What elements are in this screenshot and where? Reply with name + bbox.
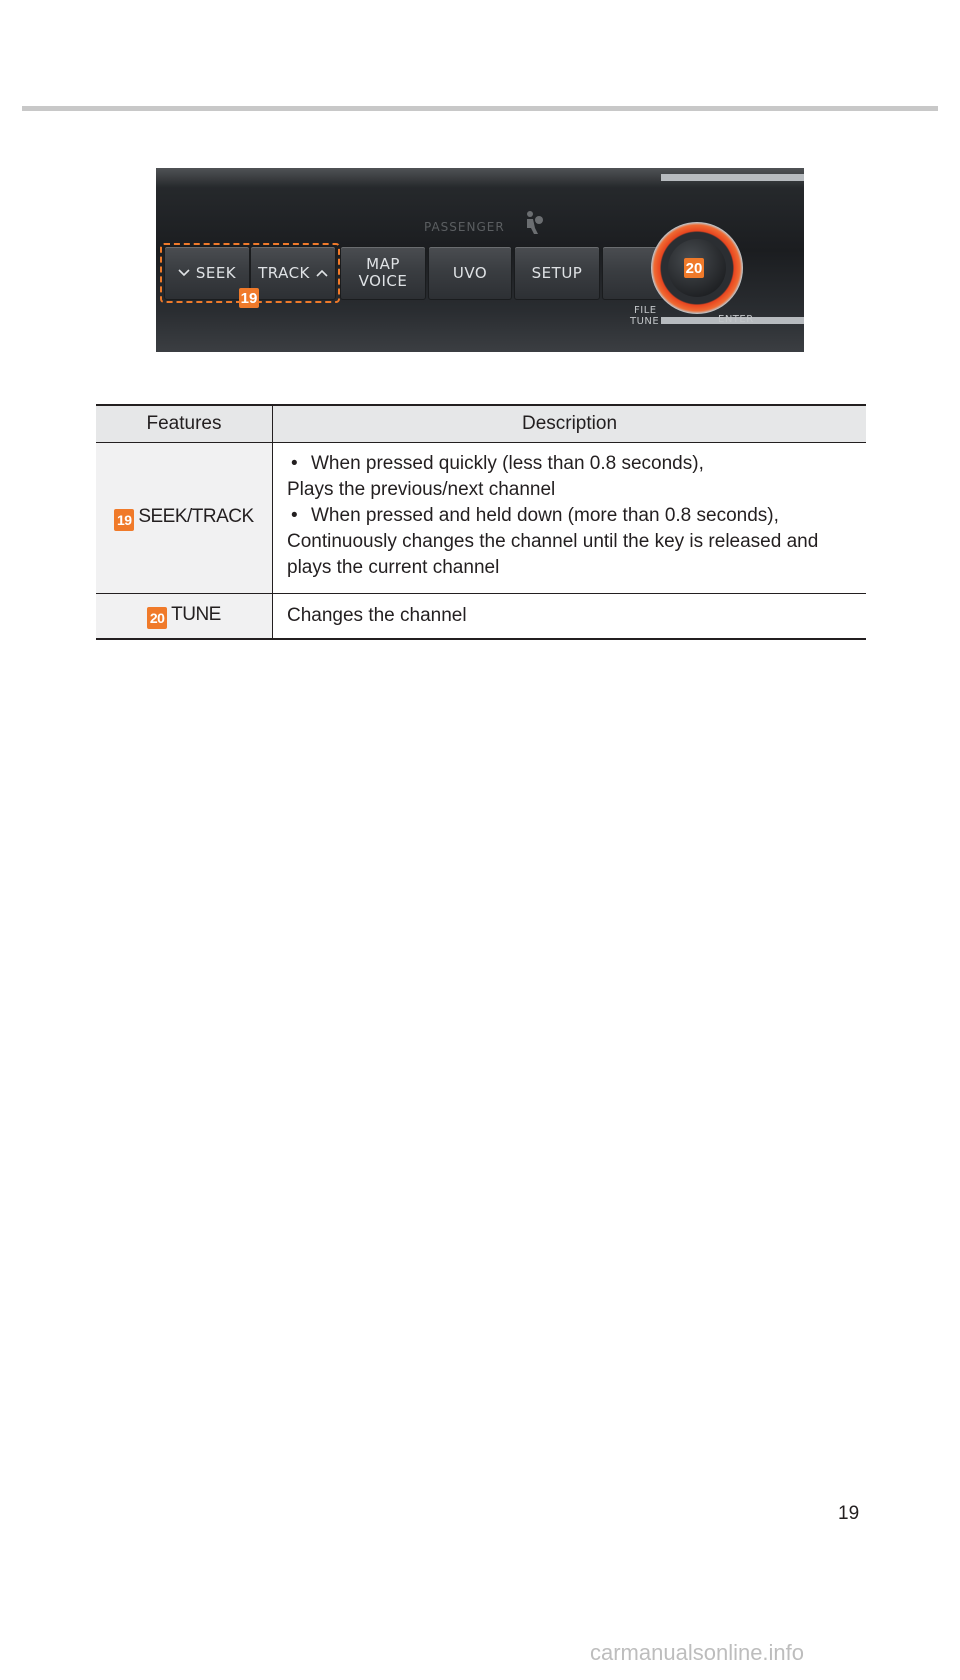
description-text: Changes the channel bbox=[287, 605, 467, 626]
knob-tune-label: TUNE bbox=[630, 316, 660, 327]
bullet-continuation: Continuously changes the channel until the key is released and bbox=[287, 531, 819, 552]
uvo-button[interactable] bbox=[428, 246, 512, 300]
bullet-item bbox=[287, 451, 854, 477]
bullet-text: When pressed quickly (less than 0.8 seconds), bbox=[311, 453, 704, 474]
bullet-continuation: Plays the previous/next channel bbox=[287, 479, 556, 500]
feature-name bbox=[114, 506, 253, 527]
bullet-icon: • bbox=[291, 505, 298, 526]
knob-file-label: FILE bbox=[634, 305, 657, 316]
feature-label: TUNE bbox=[171, 603, 221, 625]
header-description: Description bbox=[273, 405, 867, 443]
header-rule bbox=[22, 106, 938, 111]
track-label: TRACK bbox=[258, 263, 310, 282]
page-number: 19 bbox=[838, 1503, 860, 1524]
table-header-row bbox=[96, 405, 866, 443]
airbag-passenger-icon bbox=[522, 210, 544, 236]
features-table bbox=[96, 404, 866, 640]
map-voice-button[interactable] bbox=[340, 246, 426, 300]
bullet-continuation: plays the current channel bbox=[287, 557, 500, 578]
bullet-item bbox=[287, 503, 854, 529]
callout-19: 19 bbox=[240, 289, 258, 307]
table-row bbox=[96, 443, 866, 594]
header-features: Features bbox=[96, 405, 273, 443]
watermark: carmanualsonline.info bbox=[590, 1640, 805, 1665]
description-cell bbox=[273, 443, 867, 594]
seek-label: SEEK bbox=[195, 263, 237, 282]
feature-cell bbox=[96, 443, 273, 594]
bullet-icon: • bbox=[291, 453, 298, 474]
setup-label: SETUP bbox=[531, 263, 583, 282]
feature-number-badge: 20 bbox=[147, 607, 167, 629]
setup-button[interactable] bbox=[514, 246, 600, 300]
feature-label: SEEK/TRACK bbox=[138, 505, 254, 527]
passenger-airbag-label: PASSENGER bbox=[424, 220, 505, 234]
feature-number-badge: 19 bbox=[114, 509, 134, 531]
description-cell bbox=[273, 594, 867, 640]
table-row bbox=[96, 594, 866, 640]
map-label: MAP bbox=[366, 255, 400, 273]
uvo-label: UVO bbox=[452, 263, 488, 282]
knob-enter-label: ENTER bbox=[718, 314, 754, 325]
bullet-text: When pressed and held down (more than 0.8 seconds), bbox=[311, 505, 779, 526]
feature-cell bbox=[96, 594, 273, 640]
voice-label: VOICE bbox=[358, 272, 408, 290]
audio-control-panel-image bbox=[156, 168, 804, 352]
feature-name bbox=[147, 604, 221, 625]
callout-20: 20 bbox=[685, 259, 703, 277]
